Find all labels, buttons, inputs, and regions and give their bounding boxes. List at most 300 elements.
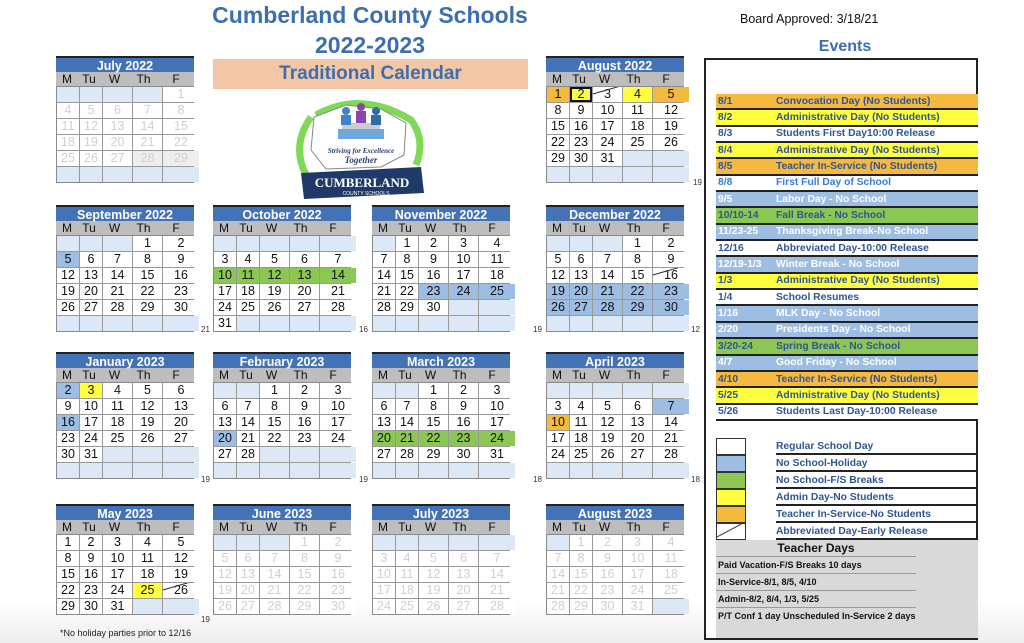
weekday-label: Tu — [82, 368, 96, 382]
day-cell: 19 — [214, 583, 236, 598]
day-cell: 4 — [653, 535, 689, 550]
day-cell: 28 — [103, 300, 132, 315]
day-cell: 27 — [623, 447, 652, 462]
event-label: Abbreviated Day-10:00 Release — [776, 242, 929, 254]
day-cell: 23 — [653, 284, 689, 299]
event-label: Winter Break - No School — [776, 259, 900, 271]
day-cell: 11 — [623, 103, 652, 118]
day-cell: 8 — [570, 551, 592, 566]
weekday-label: W — [598, 520, 611, 534]
day-cell: 16 — [653, 268, 689, 283]
weekday-label: M — [552, 520, 562, 534]
event-row — [716, 372, 978, 388]
day-cell: 10 — [449, 252, 478, 267]
month-title: October 2022 — [213, 205, 351, 221]
weekday-label: F — [488, 520, 496, 534]
day-cell: 12 — [419, 567, 448, 582]
day-cell: 3 — [373, 551, 395, 566]
weekday-label: Tu — [572, 221, 586, 235]
day-cell: 9 — [419, 252, 448, 267]
day-cell: 20 — [214, 431, 236, 446]
day-cell: 13 — [449, 567, 478, 582]
day-cell: 27 — [214, 447, 236, 462]
day-cell: 1 — [57, 535, 79, 550]
legend-label: Regular School Day — [776, 438, 978, 455]
day-cell: 5 — [163, 535, 199, 550]
day-cell: 21 — [103, 284, 132, 299]
day-cell: 16 — [419, 268, 448, 283]
day-cell: 10 — [103, 551, 132, 566]
month-calendar — [56, 56, 194, 183]
empty-day-cell — [80, 87, 102, 102]
month-day-count: 19 — [201, 475, 210, 484]
legend — [716, 438, 978, 540]
day-cell: 22 — [570, 583, 592, 598]
event-label: Administrative Day (No Students) — [776, 112, 940, 124]
day-cell: 28 — [653, 447, 689, 462]
weekday-label: M — [552, 221, 562, 235]
weekday-label: W — [598, 72, 611, 86]
day-grid — [213, 382, 351, 479]
day-cell: 13 — [373, 415, 395, 430]
weekday-header — [56, 72, 194, 86]
events-heading: Events — [818, 38, 872, 55]
empty-day-cell — [623, 383, 652, 398]
day-cell: 18 — [237, 284, 259, 299]
day-cell: 17 — [593, 119, 622, 134]
empty-day-cell — [547, 463, 569, 478]
day-cell: 14 — [653, 415, 689, 430]
empty-day-cell — [163, 463, 199, 478]
weekday-label: W — [265, 520, 278, 534]
page-title: Cumberland County Schools — [212, 2, 528, 28]
day-grid — [546, 86, 684, 183]
day-cell: 14 — [133, 119, 162, 134]
weekday-label: Th — [136, 221, 151, 235]
event-date: 8/4 — [718, 144, 733, 156]
weekday-label: W — [424, 221, 437, 235]
empty-day-cell — [570, 316, 592, 331]
day-cell: 6 — [80, 252, 102, 267]
day-cell: 12 — [133, 399, 162, 414]
month-calendar — [546, 352, 684, 479]
day-cell: 26 — [419, 599, 448, 614]
day-cell: 31 — [80, 447, 102, 462]
day-cell: 17 — [214, 284, 236, 299]
day-cell: 25 — [57, 151, 79, 166]
empty-day-cell — [133, 447, 162, 462]
day-cell: 2 — [163, 236, 199, 251]
day-cell: 1 — [260, 383, 289, 398]
month-title: April 2023 — [546, 352, 684, 368]
legend-label: No School-Holiday — [776, 455, 978, 472]
day-cell: 5 — [419, 551, 448, 566]
empty-day-cell — [593, 316, 622, 331]
month-calendar — [213, 352, 351, 479]
weekday-label: M — [552, 368, 562, 382]
day-cell: 7 — [373, 252, 395, 267]
weekday-label: M — [378, 221, 388, 235]
day-cell: 13 — [290, 268, 319, 283]
legend-swatch-icon — [716, 472, 746, 489]
empty-day-cell — [479, 316, 515, 331]
event-label: Students Last Day-10:00 Release — [776, 406, 938, 418]
weekday-label: M — [62, 520, 72, 534]
day-cell: 23 — [290, 431, 319, 446]
empty-day-cell — [260, 316, 289, 331]
day-cell: 3 — [80, 383, 102, 398]
empty-day-cell — [396, 463, 418, 478]
day-cell: 8 — [57, 551, 79, 566]
teacher-days-row: Paid Vacation-F/S Breaks 10 days — [716, 557, 916, 574]
day-cell: 12 — [163, 551, 199, 566]
day-cell: 15 — [547, 119, 569, 134]
day-cell: 20 — [163, 415, 199, 430]
day-cell: 27 — [570, 300, 592, 315]
empty-day-cell — [570, 167, 592, 182]
empty-day-cell — [373, 535, 395, 550]
day-cell: 3 — [449, 236, 478, 251]
month-day-count: 19 — [359, 475, 368, 484]
day-cell: 22 — [623, 284, 652, 299]
empty-day-cell — [547, 167, 569, 182]
weekday-label: F — [662, 520, 670, 534]
day-cell: 4 — [133, 535, 162, 550]
day-cell: 16 — [57, 415, 79, 430]
empty-day-cell — [479, 300, 515, 315]
day-cell: 22 — [133, 284, 162, 299]
month-day-count: 21 — [201, 325, 210, 334]
day-cell: 21 — [373, 284, 395, 299]
day-cell: 18 — [479, 268, 515, 283]
empty-day-cell — [653, 151, 689, 166]
day-cell: 26 — [80, 151, 102, 166]
day-cell: 14 — [260, 567, 289, 582]
day-cell: 11 — [396, 567, 418, 582]
day-cell: 25 — [237, 300, 259, 315]
empty-day-cell — [449, 463, 478, 478]
teacher-days-row: Admin-8/2, 8/4, 1/3, 5/25 — [716, 591, 916, 608]
event-label: School Resumes — [776, 291, 859, 303]
day-cell: 12 — [260, 268, 289, 283]
weekday-label: Th — [293, 368, 308, 382]
day-cell: 8 — [163, 103, 199, 118]
event-row — [716, 241, 978, 257]
empty-day-cell — [570, 236, 592, 251]
day-cell: 13 — [80, 268, 102, 283]
day-cell: 16 — [80, 567, 102, 582]
event-date: 8/3 — [718, 128, 733, 140]
month-day-count: 18 — [533, 475, 542, 484]
empty-day-cell — [653, 463, 689, 478]
day-cell: 3 — [593, 87, 622, 102]
svg-text:CUMBERLAND: CUMBERLAND — [314, 175, 410, 190]
day-cell: 7 — [103, 252, 132, 267]
event-date: 12/19-1/3 — [718, 259, 762, 271]
empty-day-cell — [593, 167, 622, 182]
day-cell: 15 — [163, 119, 199, 134]
empty-day-cell — [237, 383, 259, 398]
day-cell: 6 — [163, 383, 199, 398]
day-cell: 2 — [570, 87, 592, 102]
event-row — [716, 290, 978, 306]
day-cell: 19 — [653, 119, 689, 134]
legend-swatch-icon — [716, 438, 746, 455]
event-date: 2/20 — [718, 324, 739, 336]
empty-day-cell — [237, 463, 259, 478]
day-cell: 18 — [133, 567, 162, 582]
day-cell: 17 — [373, 583, 395, 598]
weekday-label: Th — [626, 368, 641, 382]
day-cell: 9 — [80, 551, 102, 566]
day-cell: 8 — [419, 399, 448, 414]
day-cell: 6 — [570, 252, 592, 267]
legend-swatch-icon — [716, 489, 746, 506]
day-cell: 21 — [237, 431, 259, 446]
day-cell: 30 — [419, 300, 448, 315]
weekday-label: F — [662, 72, 670, 86]
day-cell: 8 — [290, 551, 319, 566]
day-cell: 16 — [593, 567, 622, 582]
weekday-label: Tu — [82, 520, 96, 534]
day-cell: 7 — [396, 399, 418, 414]
event-label: Labor Day - No School — [776, 193, 887, 205]
day-cell: 1 — [290, 535, 319, 550]
day-cell: 20 — [570, 284, 592, 299]
day-cell: 19 — [593, 431, 622, 446]
event-label: Teacher In-Service (No Students) — [776, 373, 938, 385]
day-cell: 24 — [80, 431, 102, 446]
day-cell: 7 — [593, 252, 622, 267]
empty-day-cell — [570, 463, 592, 478]
day-cell: 2 — [320, 535, 356, 550]
empty-day-cell — [80, 316, 102, 331]
cumberland-logo — [286, 95, 436, 203]
day-cell: 10 — [320, 399, 356, 414]
empty-day-cell — [214, 383, 236, 398]
empty-day-cell — [479, 463, 515, 478]
day-cell: 28 — [396, 447, 418, 462]
event-date: 1/3 — [718, 275, 733, 287]
day-cell: 19 — [260, 284, 289, 299]
weekday-label: Th — [293, 221, 308, 235]
day-cell: 4 — [479, 236, 515, 251]
weekday-header — [213, 221, 351, 235]
empty-day-cell — [623, 167, 652, 182]
weekday-header — [372, 221, 510, 235]
day-cell: 15 — [260, 415, 289, 430]
day-cell: 3 — [547, 399, 569, 414]
event-date: 12/16 — [718, 242, 744, 254]
day-cell: 22 — [290, 583, 319, 598]
empty-day-cell — [103, 463, 132, 478]
day-cell: 1 — [570, 535, 592, 550]
weekday-label: W — [424, 368, 437, 382]
day-cell: 6 — [103, 103, 132, 118]
empty-day-cell — [653, 599, 689, 614]
day-cell: 25 — [103, 431, 132, 446]
day-cell: 24 — [449, 284, 478, 299]
empty-day-cell — [320, 463, 356, 478]
empty-day-cell — [623, 316, 652, 331]
month-title: August 2022 — [546, 56, 684, 72]
legend-label: Admin Day-No Students — [776, 489, 978, 506]
day-cell: 24 — [373, 599, 395, 614]
weekday-label: F — [329, 520, 337, 534]
day-cell: 24 — [623, 583, 652, 598]
day-cell: 17 — [479, 415, 515, 430]
calendar-type-banner: Traditional Calendar — [213, 59, 528, 89]
legend-item — [716, 455, 978, 472]
day-cell: 6 — [623, 399, 652, 414]
day-cell: 19 — [80, 135, 102, 150]
day-cell: 23 — [449, 431, 478, 446]
day-cell: 7 — [260, 551, 289, 566]
day-cell: 21 — [593, 284, 622, 299]
day-cell: 30 — [57, 447, 79, 462]
event-date: 4/7 — [718, 357, 733, 369]
day-cell: 28 — [133, 151, 162, 166]
month-title: August 2023 — [546, 504, 684, 520]
day-cell: 3 — [320, 383, 356, 398]
svg-text:COUNTY SCHOOLS: COUNTY SCHOOLS — [342, 191, 390, 197]
event-row — [716, 176, 978, 192]
empty-day-cell — [133, 316, 162, 331]
month-calendar — [213, 205, 351, 332]
day-cell: 5 — [214, 551, 236, 566]
legend-item — [716, 523, 978, 540]
empty-day-cell — [163, 599, 199, 614]
empty-day-cell — [57, 87, 79, 102]
day-cell: 23 — [570, 135, 592, 150]
day-cell: 11 — [570, 415, 592, 430]
day-cell: 25 — [623, 135, 652, 150]
day-cell: 6 — [237, 551, 259, 566]
day-cell: 13 — [623, 415, 652, 430]
day-cell: 20 — [103, 135, 132, 150]
day-cell: 19 — [419, 583, 448, 598]
day-cell: 7 — [133, 103, 162, 118]
day-cell: 15 — [623, 268, 652, 283]
weekday-header — [546, 72, 684, 86]
day-cell: 24 — [547, 447, 569, 462]
day-cell: 11 — [103, 399, 132, 414]
empty-day-cell — [163, 316, 199, 331]
day-cell: 7 — [653, 399, 689, 414]
empty-day-cell — [593, 236, 622, 251]
empty-day-cell — [449, 316, 478, 331]
empty-day-cell — [103, 87, 132, 102]
month-day-count: 19 — [693, 178, 702, 187]
day-cell: 10 — [80, 399, 102, 414]
legend-label: Teacher In-Service-No Students — [776, 506, 978, 523]
event-date: 8/8 — [718, 177, 733, 189]
empty-day-cell — [479, 535, 515, 550]
event-date: 3/20-24 — [718, 340, 753, 352]
day-cell: 12 — [547, 268, 569, 283]
day-cell: 11 — [57, 119, 79, 134]
month-title: January 2023 — [56, 352, 194, 368]
teacher-days-row: P/T Conf 1 day Unscheduled In-Service 2 days — [718, 611, 916, 621]
day-cell: 24 — [479, 431, 515, 446]
day-cell: 16 — [163, 268, 199, 283]
event-date: 11/23-25 — [718, 226, 759, 238]
legend-item — [716, 489, 978, 506]
month-calendar — [372, 205, 510, 332]
empty-day-cell — [290, 316, 319, 331]
empty-day-cell — [260, 236, 289, 251]
teacher-days-row: In-Service-8/1, 8/5, 4/10 — [716, 574, 916, 591]
event-date: 5/25 — [718, 389, 739, 401]
event-row — [716, 306, 978, 322]
weekday-label: Tu — [82, 221, 96, 235]
empty-day-cell — [290, 463, 319, 478]
weekday-label: F — [329, 221, 337, 235]
day-cell: 16 — [290, 415, 319, 430]
day-cell: 20 — [373, 431, 395, 446]
weekday-label: F — [329, 368, 337, 382]
month-calendar — [56, 205, 194, 332]
empty-day-cell — [653, 167, 689, 182]
day-cell: 12 — [80, 119, 102, 134]
event-date: 8/2 — [718, 112, 733, 124]
day-cell: 26 — [260, 300, 289, 315]
day-cell: 29 — [623, 300, 652, 315]
day-cell: 2 — [57, 383, 79, 398]
day-cell: 30 — [449, 447, 478, 462]
day-cell: 29 — [163, 151, 199, 166]
weekday-label: F — [488, 221, 496, 235]
day-cell: 2 — [653, 236, 689, 251]
day-cell: 27 — [290, 300, 319, 315]
month-title: July 2022 — [56, 56, 194, 72]
weekday-label: Tu — [572, 368, 586, 382]
day-cell: 19 — [133, 415, 162, 430]
day-cell: 5 — [80, 103, 102, 118]
empty-day-cell — [133, 463, 162, 478]
weekday-label: W — [598, 368, 611, 382]
weekday-label: F — [172, 72, 180, 86]
day-cell: 31 — [214, 316, 236, 331]
day-cell: 28 — [547, 599, 569, 614]
day-cell: 11 — [237, 268, 259, 283]
event-row — [716, 192, 978, 208]
day-cell: 4 — [570, 399, 592, 414]
weekday-label: W — [108, 520, 121, 534]
empty-day-cell — [260, 535, 289, 550]
day-cell: 23 — [593, 583, 622, 598]
weekday-label: Th — [136, 520, 151, 534]
day-cell: 29 — [396, 300, 418, 315]
day-cell: 8 — [547, 103, 569, 118]
day-cell: 2 — [449, 383, 478, 398]
day-cell: 7 — [237, 399, 259, 414]
event-row — [716, 143, 978, 159]
day-cell: 3 — [103, 535, 132, 550]
day-cell: 26 — [547, 300, 569, 315]
empty-day-cell — [290, 236, 319, 251]
empty-day-cell — [653, 383, 689, 398]
day-cell: 3 — [479, 383, 515, 398]
day-cell: 12 — [653, 103, 689, 118]
weekday-header — [213, 520, 351, 534]
day-cell: 22 — [163, 135, 199, 150]
weekday-label: W — [265, 368, 278, 382]
day-cell: 18 — [396, 583, 418, 598]
day-cell: 4 — [623, 87, 652, 102]
day-cell: 30 — [80, 599, 102, 614]
day-cell: 7 — [320, 252, 356, 267]
